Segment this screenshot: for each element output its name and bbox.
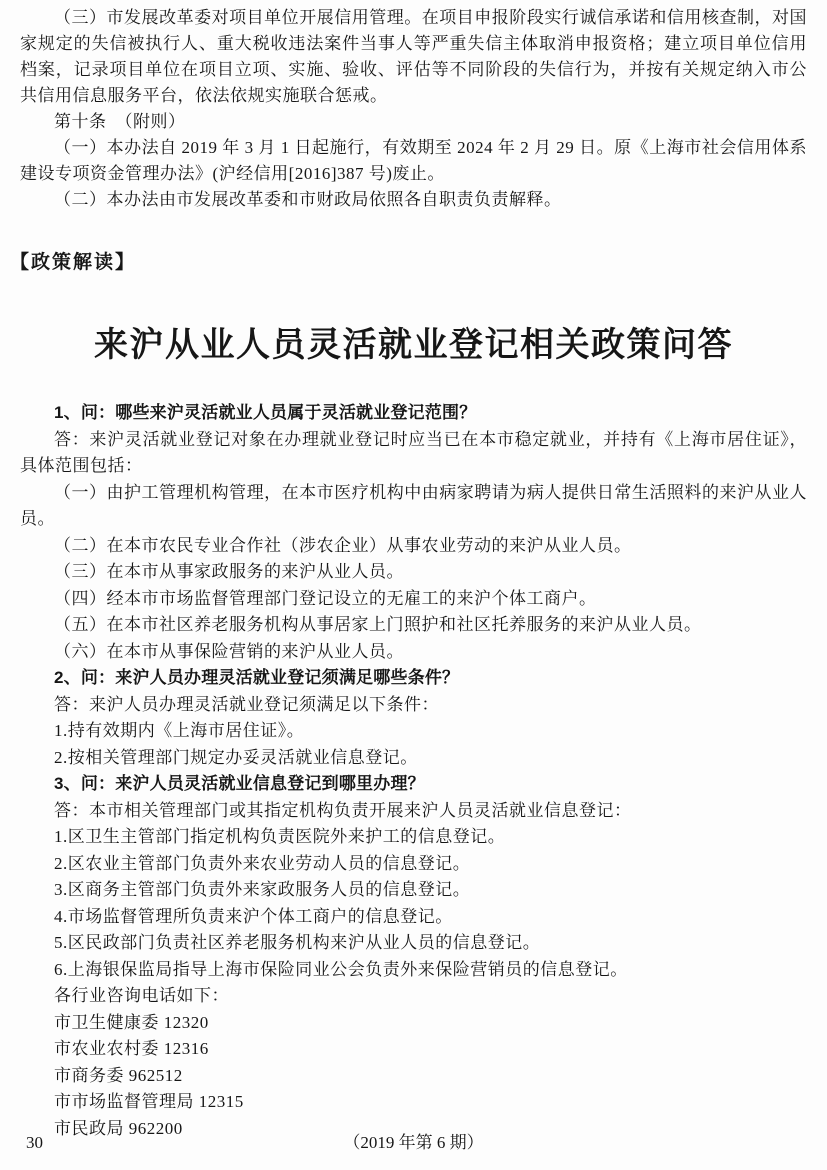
paragraph: 2、问：来沪人员办理灵活就业登记须满足哪些条件？ xyxy=(54,668,460,687)
page-number: 30 xyxy=(26,1133,43,1152)
paragraph: 2.区农业主管部门负责外来农业劳动人员的信息登记。 xyxy=(54,853,471,873)
qa-section xyxy=(20,400,807,1142)
issue-label: （2019 年第 6 期） xyxy=(343,1133,484,1152)
paragraph: （五）在本市社区养老服务机构从事居家上门照护和社区托养服务的来沪从业人员。 xyxy=(54,615,702,634)
paragraph: 市商务委 962512 xyxy=(54,1065,183,1085)
paragraph: 市市场监督管理局 12315 xyxy=(54,1092,244,1111)
paragraph: 1、问：哪些来沪灵活就业人员属于灵活就业登记范围？ xyxy=(54,403,477,422)
article-title: 来沪从业人员灵活就业登记相关政策问答 xyxy=(94,327,733,364)
paragraph: 答：来沪灵活就业登记对象在办理就业登记时应当已在本市稳定就业，并持有《上海市居住证》，具体范围包括： xyxy=(20,429,807,475)
paragraph: （六）在本市从事保险营销的来沪从业人员。 xyxy=(54,641,404,661)
paragraph: 市卫生健康委 12320 xyxy=(54,1012,209,1032)
paragraph: （一）本办法自 2019 年 3 月 1 日起施行，有效期至 2024 年 2 月 29 日。原《上海市社会信用体系建设专项资金管理办法》(沪经信用[2016]387 号)废止。 xyxy=(20,138,807,183)
paragraph: 答：本市相关管理部门或其指定机构负责开展来沪人员灵活就业信息登记： xyxy=(54,800,632,820)
regulation-credit-measures-section xyxy=(20,5,807,213)
page-footer xyxy=(20,1132,807,1154)
paragraph: 1.持有效期内《上海市居住证》。 xyxy=(54,721,305,740)
paragraph: （一）由护工管理机构管理，在本市医疗机构中由病家聘请为病人提供日常生活照料的来沪从业人员。 xyxy=(20,482,807,528)
paragraph: 1.区卫生主管部门指定机构负责医院外来护工的信息登记。 xyxy=(54,827,506,846)
paragraph: （四）经本市市场监督管理部门登记设立的无雇工的来沪个体工商户。 xyxy=(54,588,597,608)
paragraph: （三）在本市从事家政服务的来沪从业人员。 xyxy=(54,562,404,581)
paragraph: 6.上海银保监局指导上海市保险同业公会负责外来保险营销员的信息登记。 xyxy=(54,959,628,979)
paragraph: 3.区商务主管部门负责外来家政服务人员的信息登记。 xyxy=(54,880,471,899)
paragraph: 第十条 （附则） xyxy=(54,112,186,131)
paragraph: （二）在本市农民专业合作社（涉农企业）从事农业劳动的来沪从业人员。 xyxy=(54,535,632,555)
paragraph: 4.市场监督管理所负责来沪个体工商户的信息登记。 xyxy=(54,906,453,926)
paragraph: 市民政局 962200 xyxy=(54,1118,183,1138)
paragraph: 各行业咨询电话如下： xyxy=(54,986,229,1005)
section-label-policy-interpretation: 【政策解读】 xyxy=(10,252,137,273)
paragraph: 3、问：来沪人员灵活就业信息登记到哪里办理？ xyxy=(54,774,425,793)
paragraph: （三）市发展改革委对项目单位开展信用管理。在项目申报阶段实行诚信承诺和信用核查制，对国家规定的失信被执行人、重大税收违法案件当事人等严重失信主体取消申报资格；建立项目单位信用档案，记录项目单位在项目立项、实施、验收、评估等不同阶段的失信行为，并按有关规定纳入市公共信用信息服务平台，依法依规实施联合惩戒。 xyxy=(20,8,807,105)
paragraph: 2.按相关管理部门规定办妥灵活就业信息登记。 xyxy=(54,747,418,767)
paragraph: 5.区民政部门负责社区养老服务机构来沪从业人员的信息登记。 xyxy=(54,933,541,952)
paragraph: 答：来沪人员办理灵活就业登记须满足以下条件： xyxy=(54,694,439,714)
paragraph: （二）本办法由市发展改革委和市财政局依照各自职责负责解释。 xyxy=(54,190,562,209)
paragraph: 市农业农村委 12316 xyxy=(54,1039,209,1058)
